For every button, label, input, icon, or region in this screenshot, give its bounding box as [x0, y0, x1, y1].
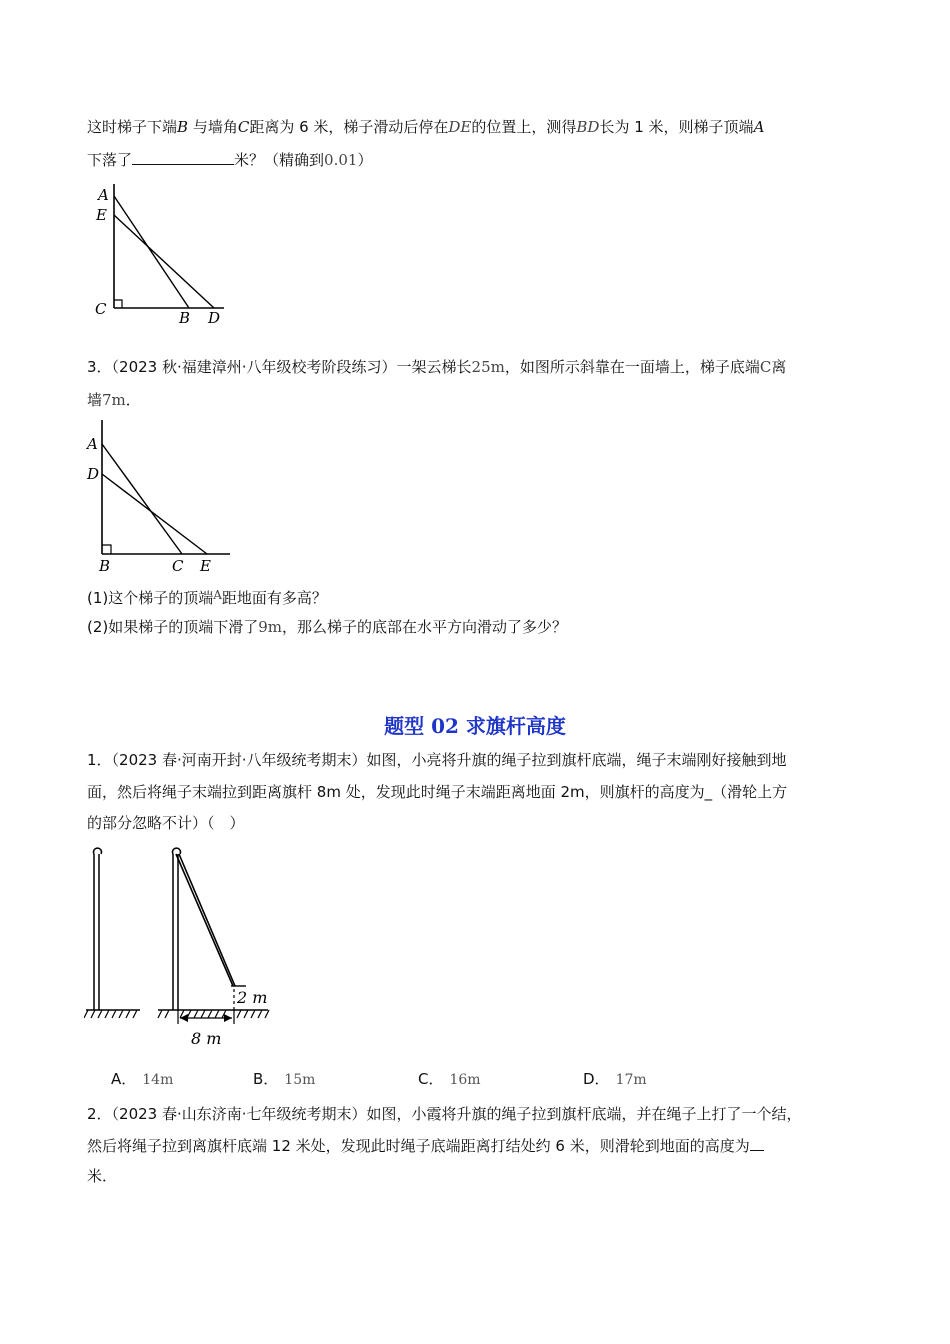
ladder-ed [114, 215, 214, 308]
ground-hatch-2 [158, 1010, 269, 1018]
ladder-figure-1 [88, 178, 238, 328]
section-title: 题型 02 求旗杆高度 [384, 714, 566, 738]
problem3-q2 [87, 617, 567, 637]
label-a: A [87, 435, 98, 453]
label-d: D [87, 465, 100, 483]
text: 墙 [87, 391, 103, 409]
flag1-line1: 1．（2023 春·河南开封·八年级统考期末）如图，小亮将升旗的绳子拉到旗杆底端，绳子末端刚好接触到地 [87, 751, 787, 769]
text: 这时梯子下端 [87, 118, 178, 136]
text: 然后将绳子拉到离旗杆底端 12 米处，发现此时绳子底端距离打结处约 6 米，则滑轮到地面的高度为 [87, 1137, 750, 1155]
answer-blank [750, 1135, 764, 1151]
text: 距离为 6 米，梯子滑动后停在 [249, 118, 449, 136]
var-a: A [213, 588, 222, 602]
slide-value: 9m [258, 618, 283, 636]
text: 米？（精确到 [234, 151, 325, 169]
answer-blank [132, 149, 234, 165]
flagpole-figure [84, 840, 284, 1055]
flag2-line2 [87, 1135, 764, 1156]
option-value: 16m [449, 1072, 481, 1088]
option-b[interactable] [253, 1068, 315, 1089]
var-a: A [753, 118, 765, 136]
problem2-line2 [87, 149, 372, 170]
var-bd: BD [576, 118, 600, 136]
option-label: D． [583, 1070, 610, 1088]
flag1-line3: 的部分忽略不计）（ ） [87, 814, 245, 832]
text: ，那么梯子的底部在水平方向滑动了多少？ [282, 618, 568, 636]
text: 的位置上，测得 [471, 118, 577, 136]
option-value: 17m [615, 1072, 647, 1088]
label-b: B [179, 309, 191, 327]
label-2m: 2 m [237, 988, 268, 1007]
ladder-length: 25m [471, 358, 505, 376]
text: 长为 1 米，则梯子顶端 [599, 118, 754, 136]
pulley-icon [173, 848, 181, 854]
problem3-q1 [87, 585, 327, 608]
text: (2)如果梯子的顶端下滑了 [87, 618, 259, 636]
var-c: C [237, 118, 250, 136]
label-a: A [98, 186, 109, 204]
label-8m: 8 m [191, 1029, 222, 1048]
flag1-line2: 面，然后将绳子末端拉到距离旗杆 8m 处，发现此时绳子末端距离地面 2m，则旗杆的高度为_（滑轮上方 [87, 783, 788, 801]
arrowhead-right [224, 1014, 232, 1022]
text: 离 [771, 358, 787, 376]
problem3-line2 [87, 390, 141, 410]
option-label: B． [253, 1070, 279, 1088]
label-e: E [200, 557, 211, 575]
label-e: E [96, 206, 107, 224]
text: (1)这个梯子的顶端 [87, 589, 214, 607]
problem3-line1 [87, 357, 786, 377]
label-b: B [99, 557, 111, 575]
label-c: C [95, 300, 107, 318]
label-d: D [208, 309, 221, 327]
var-b: B [177, 118, 189, 136]
right-angle-mark [114, 300, 122, 308]
label-c: C [172, 557, 184, 575]
text: 3．（2023 秋·福建漳州·八年级校考阶段练习）一架云梯长 [87, 358, 472, 376]
option-value: 14m [142, 1072, 174, 1088]
option-a[interactable] [111, 1068, 173, 1089]
precision-value: 0.01 [324, 151, 358, 169]
flag2-line3: 米． [87, 1167, 118, 1185]
var-de: DE [448, 118, 472, 136]
option-c[interactable] [418, 1068, 481, 1089]
flag2-line1: 2．（2023 春·山东济南·七年级统考期末）如图，小霞将升旗的绳子拉到旗杆底端，并在绳子上打了一个结， [87, 1105, 802, 1123]
text: 距地面有多高？ [221, 589, 327, 607]
ladder-ab [114, 196, 189, 308]
ground-hatch-1 [84, 1010, 137, 1018]
text: ，如图所示斜靠在一面墙上，梯子底端 [504, 358, 760, 376]
problem2-line1 [87, 117, 764, 137]
rope-line-2 [179, 854, 235, 986]
text: ． [125, 391, 141, 409]
rope-line-1 [176, 854, 233, 986]
pulley-icon [94, 848, 102, 854]
distance-value: 7m [102, 391, 126, 409]
option-label: C． [418, 1070, 444, 1088]
option-value: 15m [284, 1072, 316, 1088]
text: ） [357, 151, 373, 169]
var-c: C [759, 358, 772, 376]
ladder-figure-2 [86, 418, 236, 578]
text: 与墙角 [188, 118, 238, 136]
right-angle-mark [102, 545, 111, 554]
text: 下落了 [87, 151, 133, 169]
ladder-ac [102, 444, 182, 554]
ladder-de [102, 474, 207, 554]
option-d[interactable] [583, 1068, 647, 1089]
option-label: A． [111, 1070, 137, 1088]
